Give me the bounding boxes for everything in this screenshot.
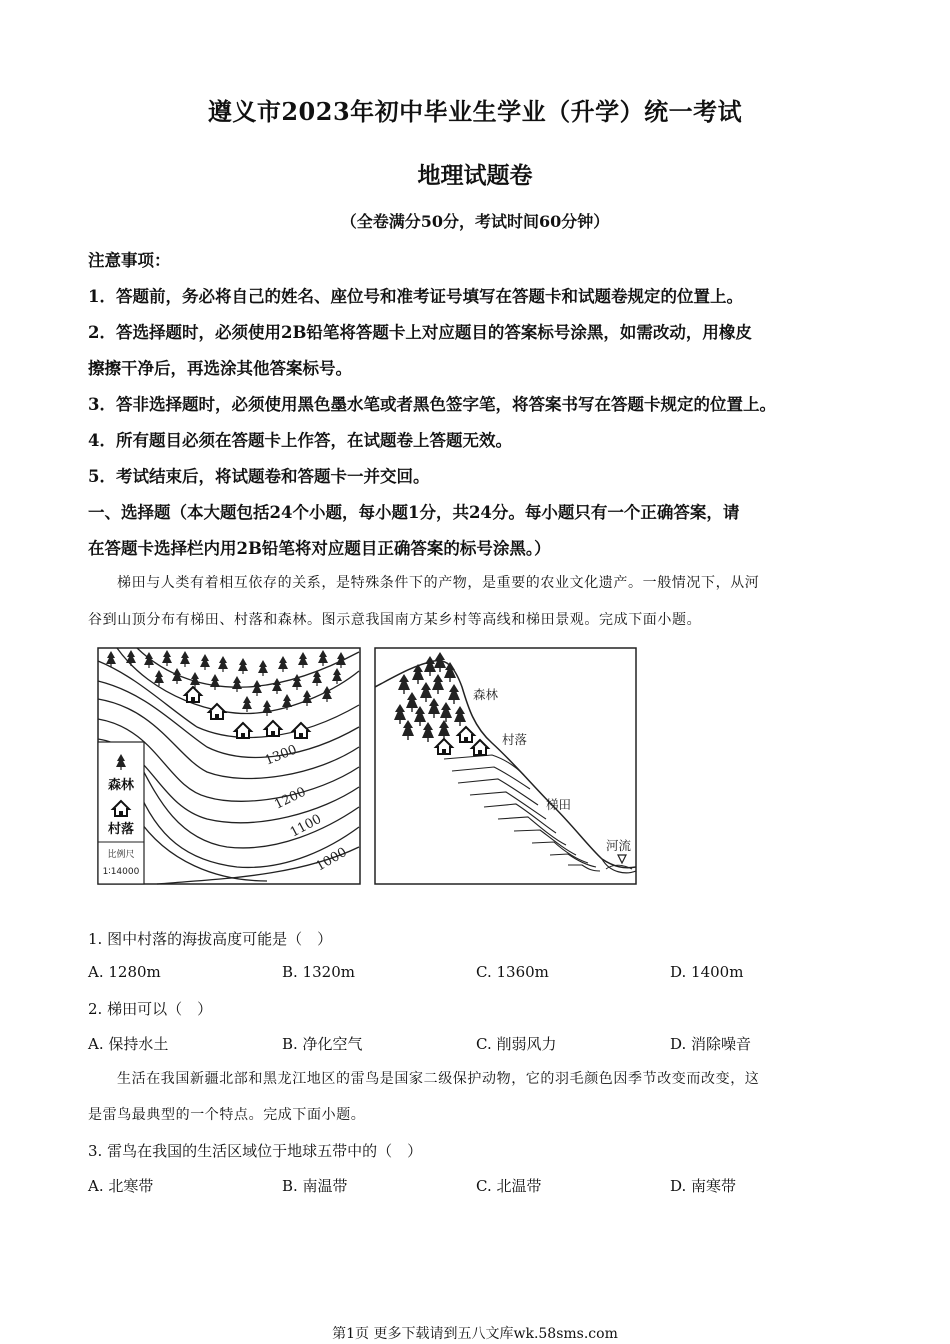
question-1-stem: 1. 图中村落的海拔高度可能是（ ） [88,930,333,948]
contour-label: 1300 [262,742,300,769]
q3-option-c[interactable]: C. 北温带 [476,1177,542,1195]
q2-option-b[interactable]: B. 净化空气 [282,1035,363,1053]
exam-subtitle: 地理试题卷 [417,162,533,189]
note-item: 1．答题前，务必将自己的姓名、座位号和准考证号填写在答题卡和试题卷规定的位置上。 [88,287,743,306]
scale-value: 1∶14000 [102,867,140,877]
q3-option-b[interactable]: B. 南温带 [282,1177,348,1195]
q2-option-c[interactable]: C. 削弱风力 [476,1035,557,1053]
score-info: （全卷满分50分，考试时间60分钟） [340,212,610,231]
q1-option-c[interactable]: C. 1360m [476,963,549,981]
legend-village-label: 村落 [107,822,135,837]
question-2-stem: 2. 梯田可以（ ） [88,1000,213,1018]
contour-label: 1200 [272,784,309,813]
legend-forest-label: 森林 [107,778,135,793]
contour-map-figure [97,647,361,885]
section-heading-line1: 一、选择题（本大题包括24个小题，每小题1分，共24分。每小题只有一个正确答案，请 [88,503,740,522]
q1-option-b[interactable]: B. 1320m [282,963,355,981]
terrace-landscape-figure [374,647,637,885]
contour-label: 1000 [313,844,350,875]
passage1-line2: 谷到山顶分布有梯田、村落和森林。图示意我国南方某乡村等高线和梯田景观。完成下面小题。 [88,612,702,628]
q3-option-a[interactable]: A. 北寒带 [88,1177,154,1195]
passage2-line1: 生活在我国新疆北部和黑龙江地区的雷鸟是国家二级保护动物，它的羽毛颜色因季节改变而改变，这 [117,1071,760,1087]
section-heading-line2: 在答题卡选择栏内用2B铅笔将对应题目正确答案的标号涂黑。） [88,539,551,558]
note-item: 擦擦干净后，再选涂其他答案标号。 [88,359,352,378]
label-river: 河流 [606,838,632,853]
q1-option-a[interactable]: A. 1280m [88,963,161,981]
notes-heading: 注意事项： [88,251,171,270]
page-footer: 第1页 更多下载请到五八文库wk.58sms.com [332,1326,618,1342]
note-item: 5．考试结束后，将试题卷和答题卡一并交回。 [88,467,430,486]
label-village: 村落 [502,732,528,747]
q1-option-d[interactable]: D. 1400m [670,963,744,981]
q2-option-d[interactable]: D. 消除噪音 [670,1035,752,1053]
q2-option-a[interactable]: A. 保持水土 [88,1035,169,1053]
contour-label: 1100 [287,811,325,841]
scale-label: 比例尺 [107,850,135,860]
q3-option-d[interactable]: D. 南寒带 [670,1177,737,1195]
passage1-line1: 梯田与人类有着相互依存的关系，是特殊条件下的产物，是重要的农业文化遗产。一般情况下，从河 [117,575,760,591]
note-item: 4．所有题目必须在答题卡上作答，在试题卷上答题无效。 [88,431,512,450]
note-item: 2．答选择题时，必须使用2B铅笔将答题卡上对应题目的答案标号涂黑，如需改动，用橡皮 [88,323,752,342]
passage2-line2: 是雷鸟最典型的一个特点。完成下面小题。 [88,1107,366,1123]
question-3-stem: 3. 雷鸟在我国的生活区域位于地球五带中的（ ） [88,1142,423,1160]
label-forest: 森林 [473,687,499,702]
label-terrace: 梯田 [546,797,572,812]
note-item: 3．答非选择题时，必须使用黑色墨水笔或者黑色签字笔，将答案书写在答题卡规定的位置上。 [88,395,776,414]
exam-title: 遵义市2023年初中毕业生学业（升学）统一考试 [207,97,743,126]
